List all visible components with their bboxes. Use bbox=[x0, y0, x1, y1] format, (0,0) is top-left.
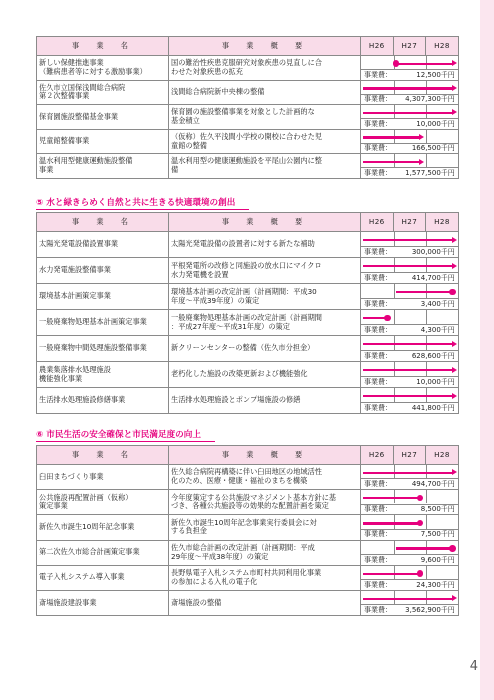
cost-value: 3,562,900千円 bbox=[405, 605, 455, 614]
schedule-cell bbox=[361, 56, 459, 81]
cost-label: 事業費： bbox=[364, 403, 392, 412]
project-summary bbox=[169, 362, 361, 388]
project-summary-line: 老朽化した施設の改築更新および機能強化 bbox=[171, 369, 308, 379]
project-summary bbox=[169, 258, 361, 284]
schedule-cell bbox=[361, 336, 459, 362]
schedule-bar bbox=[396, 63, 453, 65]
project-summary-line: 新佐久市誕生10周年記念事業実行委員会に対 bbox=[171, 517, 317, 527]
project-name-line: 温水利用型健康運動施設整備 bbox=[39, 156, 133, 166]
project-cost bbox=[361, 167, 458, 178]
project-name bbox=[37, 284, 169, 310]
schedule-cell bbox=[361, 80, 459, 105]
page-edge-band bbox=[480, 0, 494, 700]
project-cost bbox=[361, 504, 458, 515]
project-name bbox=[37, 56, 169, 81]
project-name bbox=[37, 80, 169, 105]
year-divider bbox=[426, 130, 427, 143]
cost-value: 24,300千円 bbox=[416, 580, 455, 589]
project-summary-line: 国の難治性疾患克服研究対象疾患の見直しに合 bbox=[171, 58, 322, 68]
year-divider bbox=[426, 566, 427, 579]
schedule-bar bbox=[363, 573, 420, 575]
project-summary-line: （仮称）佐久平浅間小学校の開校に合わせた児 bbox=[171, 131, 322, 141]
project-summary bbox=[169, 154, 361, 179]
project-summary bbox=[169, 105, 361, 130]
project-name-line: 水力発電施設整備事業 bbox=[39, 265, 111, 275]
cost-label: 事業費： bbox=[364, 247, 392, 256]
bar-start-dot bbox=[393, 60, 400, 67]
cost-label: 事業費： bbox=[364, 530, 392, 539]
header-h26: H26 bbox=[361, 213, 394, 232]
section-title-rule bbox=[36, 209, 249, 210]
schedule-bar bbox=[363, 87, 453, 89]
project-name-line: 公共施設再配置計画（仮称） bbox=[39, 492, 133, 502]
project-summary-line: 化のため、医療・健康・福祉のまちを構築 bbox=[171, 476, 308, 486]
project-summary bbox=[169, 232, 361, 258]
plan-table bbox=[36, 212, 459, 414]
schedule-bar bbox=[363, 265, 453, 267]
project-name bbox=[37, 258, 169, 284]
page-number: 4 bbox=[469, 659, 478, 674]
schedule-cell bbox=[361, 388, 459, 414]
schedule-bar bbox=[363, 343, 453, 345]
project-summary bbox=[169, 515, 361, 540]
project-summary bbox=[169, 465, 361, 490]
year-divider bbox=[394, 284, 395, 298]
schedule-cell bbox=[361, 565, 459, 590]
header-project-name: 事 業 名 bbox=[37, 37, 169, 56]
project-name bbox=[37, 129, 169, 154]
project-summary-line: 一般廃棄物処理基本計画の改定計画（計画期間 bbox=[171, 312, 322, 322]
schedule-bar bbox=[363, 598, 453, 600]
schedule-cell bbox=[361, 515, 459, 540]
project-name-line: 一般廃棄物処理基本計画策定事業 bbox=[39, 317, 147, 327]
section-title-rule bbox=[36, 441, 215, 442]
project-name bbox=[37, 388, 169, 414]
table-row bbox=[37, 388, 459, 414]
section-title-text: ⑤ 水と緑きらめく自然と共に生きる快適環境の創出 bbox=[36, 198, 236, 208]
project-name-line: 機能強化事業 bbox=[39, 373, 83, 383]
project-summary-line: 今年度策定する公共施設マネジメント基本方針に基 bbox=[171, 492, 337, 502]
table-row bbox=[37, 362, 459, 388]
project-name bbox=[37, 232, 169, 258]
project-name bbox=[37, 565, 169, 590]
cost-value: 8,500千円 bbox=[420, 505, 455, 514]
project-summary-line: 年度～平成39年度）の策定 bbox=[171, 295, 260, 305]
project-name-line: （難病患者等に対する激励事業） bbox=[39, 66, 147, 76]
cost-label: 事業費： bbox=[364, 351, 392, 360]
plan-table bbox=[36, 445, 459, 616]
project-cost bbox=[361, 579, 458, 590]
table-row bbox=[37, 515, 459, 540]
project-name bbox=[37, 465, 169, 490]
project-summary-line: 平根発電所の改修と同施設の放水口にマイクロ bbox=[171, 260, 322, 270]
project-summary-line: づき、各種公共施設等の効果的な配置計画を策定 bbox=[171, 501, 329, 511]
project-summary-line: 新クリーンセンターの整備（佐久市分担金） bbox=[171, 343, 315, 353]
schedule-bar bbox=[363, 497, 420, 499]
bar-end-dot bbox=[417, 570, 424, 577]
project-summary-line: わせた対象疾患の拡充 bbox=[171, 66, 243, 76]
project-name-line: 保育園施設整備基金事業 bbox=[39, 111, 119, 121]
project-summary-line: する負担金 bbox=[171, 526, 207, 536]
project-summary-line: ：平成27年度～平成31年度）の策定 bbox=[171, 321, 290, 331]
project-summary bbox=[169, 56, 361, 81]
project-summary bbox=[169, 590, 361, 615]
project-cost bbox=[361, 324, 458, 335]
schedule-bar bbox=[363, 136, 420, 138]
project-cost bbox=[361, 604, 458, 615]
project-name-line: 第２次整備事業 bbox=[39, 91, 90, 101]
project-cost bbox=[361, 350, 458, 361]
cost-value: 441,800千円 bbox=[411, 403, 455, 412]
bar-end-dot bbox=[384, 315, 391, 322]
cost-label: 事業費： bbox=[364, 70, 392, 79]
project-cost bbox=[361, 554, 458, 565]
cost-value: 9,600千円 bbox=[420, 555, 455, 564]
table-row bbox=[37, 232, 459, 258]
header-project-summary: 事 業 概 要 bbox=[169, 37, 361, 56]
section-title-text: ⑥ 市民生活の安全確保と市民満足度の向上 bbox=[36, 430, 201, 440]
project-name bbox=[37, 310, 169, 336]
project-summary-line: 斎場施設の整備 bbox=[171, 597, 222, 607]
project-cost bbox=[361, 478, 458, 489]
section-title bbox=[36, 428, 201, 440]
cost-value: 3,400千円 bbox=[420, 299, 455, 308]
cost-label: 事業費： bbox=[364, 580, 392, 589]
cost-value: 4,307,300千円 bbox=[405, 95, 455, 104]
project-name-line: 事業 bbox=[39, 165, 54, 175]
project-name-line: 臼田まちづくり事業 bbox=[39, 471, 104, 481]
project-summary bbox=[169, 565, 361, 590]
year-divider bbox=[426, 515, 427, 528]
project-name-line: 電子入札システム導入事業 bbox=[39, 572, 125, 582]
cost-label: 事業費： bbox=[364, 479, 392, 488]
schedule-bar bbox=[363, 369, 453, 371]
project-summary-line: 浅間総合病院新中央棟の整備 bbox=[171, 87, 265, 96]
project-summary-line: 佐久総合病院再構築に伴い臼田地区の地域活性 bbox=[171, 467, 322, 477]
project-summary-line: 保育園の施設整備事業を対象とした計画的な bbox=[171, 107, 315, 117]
project-cost bbox=[361, 69, 458, 80]
project-summary-line: 生活排水処理施設とポンプ場施設の修繕 bbox=[171, 395, 301, 405]
cost-label: 事業費： bbox=[364, 555, 392, 564]
schedule-bar bbox=[396, 547, 453, 549]
project-cost bbox=[361, 118, 458, 129]
header-h28: H28 bbox=[426, 213, 459, 232]
project-summary-line: 温水利用型の健康運動施設を平尾山公園内に整 bbox=[171, 156, 322, 166]
project-name-line: 環境基本計画策定事業 bbox=[39, 291, 111, 301]
project-name-line: 第二次佐久市総合計画策定事業 bbox=[39, 547, 140, 557]
project-cost bbox=[361, 272, 458, 283]
project-name bbox=[37, 490, 169, 515]
header-h27: H27 bbox=[393, 213, 426, 232]
table-row bbox=[37, 565, 459, 590]
project-name bbox=[37, 515, 169, 540]
project-summary-line: 太陽光発電設備の設置者に対する新たな補助 bbox=[171, 239, 315, 249]
cost-value: 10,000千円 bbox=[416, 119, 455, 128]
header-h26: H26 bbox=[361, 446, 394, 465]
table-row bbox=[37, 336, 459, 362]
project-cost bbox=[361, 246, 458, 257]
cost-label: 事業費： bbox=[364, 144, 392, 153]
year-divider bbox=[426, 310, 427, 324]
table-row bbox=[37, 258, 459, 284]
project-summary bbox=[169, 310, 361, 336]
header-h27: H27 bbox=[393, 37, 426, 56]
project-name bbox=[37, 362, 169, 388]
cost-value: 414,700千円 bbox=[411, 273, 455, 282]
project-cost bbox=[361, 94, 458, 105]
project-name-line: 農業集落排水処理施設 bbox=[39, 364, 111, 374]
project-name-line: 新佐久市誕生10周年記念事業 bbox=[39, 522, 135, 532]
schedule-cell bbox=[361, 105, 459, 130]
cost-value: 166,500千円 bbox=[411, 144, 455, 153]
schedule-bar bbox=[396, 291, 453, 293]
cost-value: 12,500千円 bbox=[416, 70, 455, 79]
table-row bbox=[37, 465, 459, 490]
cost-label: 事業費： bbox=[364, 605, 392, 614]
schedule-cell bbox=[361, 465, 459, 490]
cost-value: 7,500千円 bbox=[420, 530, 455, 539]
cost-label: 事業費： bbox=[364, 505, 392, 514]
schedule-bar bbox=[363, 522, 420, 524]
project-cost bbox=[361, 529, 458, 540]
project-name bbox=[37, 105, 169, 130]
project-summary-line: 備 bbox=[171, 165, 179, 175]
header-h28: H28 bbox=[426, 446, 459, 465]
cost-value: 1,577,500千円 bbox=[405, 168, 455, 177]
header-project-summary: 事 業 概 要 bbox=[169, 446, 361, 465]
project-cost bbox=[361, 402, 458, 413]
table-row bbox=[37, 129, 459, 154]
cost-label: 事業費： bbox=[364, 377, 392, 386]
project-name bbox=[37, 540, 169, 565]
table-row bbox=[37, 490, 459, 515]
cost-label: 事業費： bbox=[364, 168, 392, 177]
table-row bbox=[37, 590, 459, 615]
cost-value: 628,600千円 bbox=[411, 351, 455, 360]
bar-end-dot bbox=[417, 520, 424, 527]
project-cost bbox=[361, 143, 458, 154]
project-summary bbox=[169, 336, 361, 362]
project-name bbox=[37, 590, 169, 615]
project-name-line: 策定事業 bbox=[39, 501, 68, 511]
cost-value: 300,000千円 bbox=[411, 247, 455, 256]
project-summary bbox=[169, 388, 361, 414]
bar-end-dot bbox=[449, 289, 456, 296]
table-row bbox=[37, 56, 459, 81]
project-summary bbox=[169, 490, 361, 515]
cost-label: 事業費： bbox=[364, 325, 392, 334]
year-divider bbox=[394, 310, 395, 324]
project-cost bbox=[361, 376, 458, 387]
schedule-cell bbox=[361, 590, 459, 615]
project-summary bbox=[169, 284, 361, 310]
project-name-line: 斎場施設建設事業 bbox=[39, 597, 97, 607]
project-name-line: 新しい保健推進事業 bbox=[39, 58, 104, 68]
project-summary-line: 長野県電子入札システム市町村共同利用化事業 bbox=[171, 568, 322, 578]
header-h27: H27 bbox=[393, 446, 426, 465]
project-summary-line: の参加による入札の電子化 bbox=[171, 576, 258, 586]
year-divider bbox=[426, 154, 427, 167]
project-summary bbox=[169, 540, 361, 565]
table-row bbox=[37, 284, 459, 310]
table-row bbox=[37, 80, 459, 105]
project-name bbox=[37, 336, 169, 362]
bar-end-dot bbox=[417, 495, 424, 502]
cost-label: 事業費： bbox=[364, 273, 392, 282]
schedule-cell bbox=[361, 154, 459, 179]
project-name bbox=[37, 154, 169, 179]
schedule-bar bbox=[363, 112, 453, 114]
cost-label: 事業費： bbox=[364, 95, 392, 104]
table-row bbox=[37, 105, 459, 130]
schedule-cell bbox=[361, 310, 459, 336]
project-summary-line: 童館の整備 bbox=[171, 140, 207, 150]
cost-label: 事業費： bbox=[364, 119, 392, 128]
project-summary-line: 基金積立 bbox=[171, 115, 200, 125]
project-summary-line: 環境基本計画の改定計画（計画期間：平成30 bbox=[171, 286, 317, 296]
project-summary bbox=[169, 80, 361, 105]
schedule-cell bbox=[361, 362, 459, 388]
plan-table bbox=[36, 36, 459, 179]
cost-value: 4,300千円 bbox=[420, 325, 455, 334]
schedule-cell bbox=[361, 284, 459, 310]
table-row bbox=[37, 310, 459, 336]
header-project-summary: 事 業 概 要 bbox=[169, 213, 361, 232]
table-row bbox=[37, 540, 459, 565]
project-name-line: 児童館整備事業 bbox=[39, 136, 90, 146]
schedule-cell bbox=[361, 129, 459, 154]
header-row bbox=[37, 37, 459, 56]
cost-label: 事業費： bbox=[364, 299, 392, 308]
section-title bbox=[36, 196, 235, 208]
cost-value: 10,000千円 bbox=[416, 377, 455, 386]
schedule-bar bbox=[363, 317, 388, 319]
project-cost bbox=[361, 298, 458, 309]
table-row bbox=[37, 154, 459, 179]
schedule-bar bbox=[363, 395, 453, 397]
schedule-cell bbox=[361, 258, 459, 284]
project-summary-line: 佐久市総合計画の改定計画（計画期間：平成 bbox=[171, 542, 315, 552]
schedule-bar bbox=[363, 161, 420, 163]
header-h26: H26 bbox=[361, 37, 394, 56]
schedule-cell bbox=[361, 232, 459, 258]
project-summary-line: 水力発電機を設置 bbox=[171, 269, 229, 279]
project-summary bbox=[169, 129, 361, 154]
project-name-line: 一般廃棄物中間処理施設整備事業 bbox=[39, 343, 147, 353]
project-name-line: 佐久市立国保浅間総合病院 bbox=[39, 82, 126, 92]
year-divider bbox=[426, 490, 427, 503]
schedule-bar bbox=[363, 472, 453, 474]
project-name-line: 生活排水処理施設修繕事業 bbox=[39, 395, 126, 405]
project-summary-line: 29年度～平成38年度）の策定 bbox=[171, 551, 269, 561]
schedule-cell bbox=[361, 540, 459, 565]
schedule-bar bbox=[363, 239, 453, 241]
cost-value: 494,700千円 bbox=[411, 479, 455, 488]
header-project-name: 事 業 名 bbox=[37, 213, 169, 232]
schedule-cell bbox=[361, 490, 459, 515]
header-h28: H28 bbox=[426, 37, 459, 56]
header-row bbox=[37, 213, 459, 232]
bar-end-dot bbox=[449, 545, 456, 552]
project-name-line: 太陽光発電設備設置事業 bbox=[39, 239, 119, 249]
header-row bbox=[37, 446, 459, 465]
year-divider bbox=[394, 541, 395, 554]
header-project-name: 事 業 名 bbox=[37, 446, 169, 465]
